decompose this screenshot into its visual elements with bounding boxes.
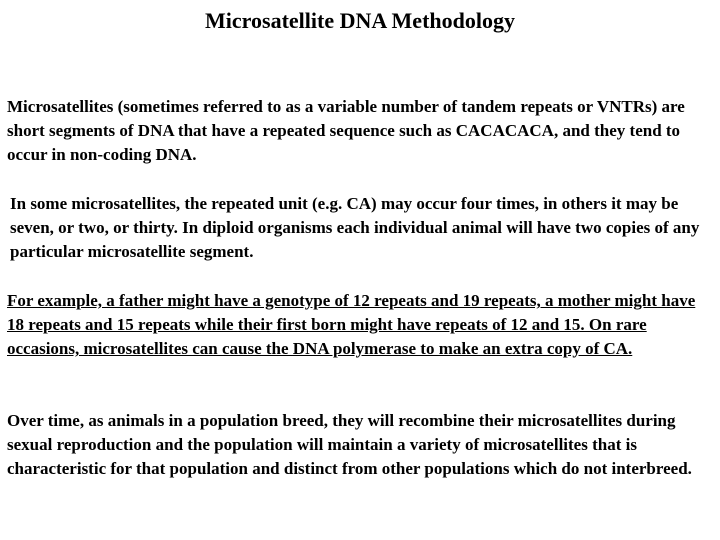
paragraph-example: For example, a father might have a genotype of 12 repeats and 19 repeats, a mother might have 18 repeats and 15 repeats while their first born might have repeats of 12 and 15. On rare occasions, microsatellites can cause the DNA polymerase to make an extra copy of CA. [7, 291, 696, 358]
paragraph-definition: Microsatellites (sometimes referred to as a variable number of tandem repeats or VNTRs) are short segments of DNA that have a repeated sequence such as CACACACA, and they tend to occur in non-coding DNA. [7, 97, 685, 164]
paragraph-population: Over time, as animals in a population breed, they will recombine their microsatellites during sexual reproduction and the population will maintain a variety of microsatellites that is characteristic for that population and distinct from other populations which do not interbreed. [7, 411, 692, 478]
page-title: Microsatellite DNA Methodology [205, 8, 515, 33]
paragraph-repeat-units: In some microsatellites, the repeated unit (e.g. CA) may occur four times, in others it may be seven, or two, or thirty. In diploid organisms each individual animal will have two copies of any particular microsatellite segment. [10, 194, 700, 261]
